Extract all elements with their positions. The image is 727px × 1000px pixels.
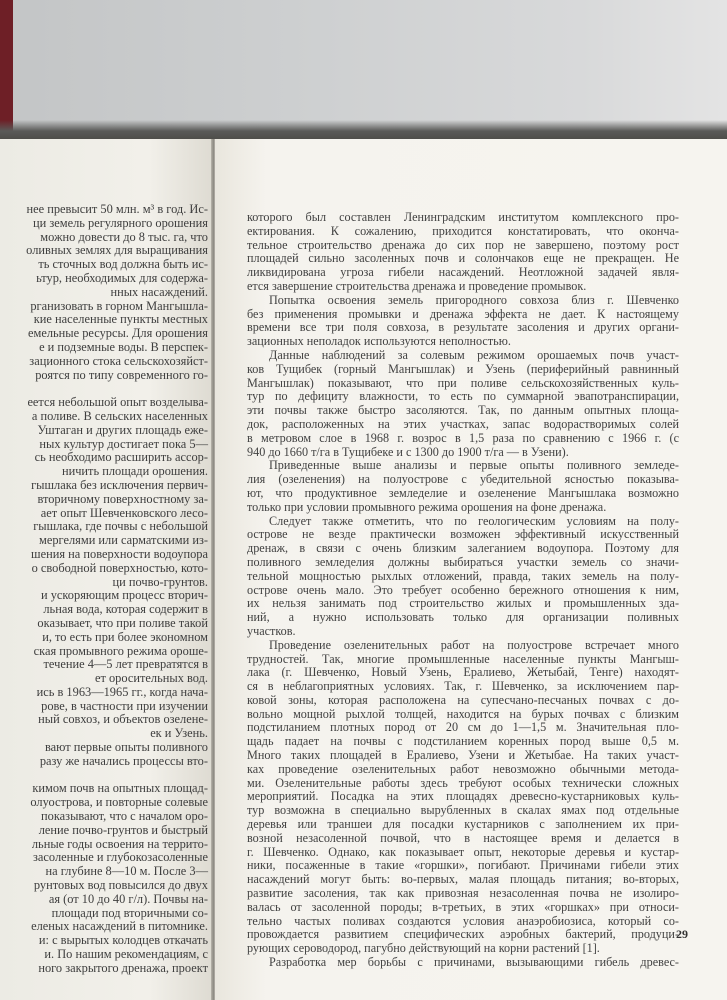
text-line: подстиланием плотных пород от 20 см до 1—1,5 м. Значительная пло- bbox=[247, 720, 679, 735]
text-line: поливного земледелия должны выбираться участки земель со значи- bbox=[247, 554, 679, 569]
text-line: кие населенные пункты местных bbox=[33, 312, 208, 327]
text-line: гышлака без исключения первич- bbox=[31, 477, 208, 492]
text-line: ках проведение озеленительных работ невозможно обычными метода- bbox=[247, 761, 679, 776]
text-line: лака (г. Шевченко, Новый Узень, Ералиево, Жетыбай, Тенге) находят- bbox=[247, 665, 679, 680]
text-line: ление почво-грунтов и быстрый bbox=[38, 822, 208, 837]
text-line: ьтур, необходимых для содержа- bbox=[36, 270, 208, 285]
text-line: участков. bbox=[247, 623, 296, 638]
text-line: зационного стока сельскохозяйст- bbox=[29, 353, 208, 368]
text-line: ци почво-грунтов. bbox=[112, 574, 208, 589]
text-line: щадь падает на почвы с подстиланием коренных пород выше 0,5 м. bbox=[247, 734, 679, 749]
text-line: течение 4—5 лет превратятся в bbox=[43, 657, 208, 672]
left-page-text bbox=[0, 203, 208, 976]
text-line: провождается развитием специфических аэробных бактерий, продуци- bbox=[247, 927, 679, 942]
text-line: еется небольшой опыт возделыва- bbox=[27, 395, 208, 410]
page-top-shadow bbox=[0, 120, 727, 140]
text-line: Следует также отметить, что по геологическим условиям на полу- bbox=[269, 513, 679, 528]
text-line: е и подземные воды. В перспек- bbox=[39, 339, 208, 354]
text-line: льные годы освоения на террито- bbox=[31, 836, 208, 851]
text-line: острове очень мало. Это требует особенно бережного отношения к ним, bbox=[247, 582, 679, 597]
text-line: и: с вырытых колодцев откачать bbox=[38, 933, 208, 948]
text-line: мероприятий. Посадка на этих площадях древесно-кустарниковых куль- bbox=[247, 789, 679, 804]
text-line: и ускоряющим процесс вторич- bbox=[40, 588, 208, 603]
text-line: ек и Узень. bbox=[150, 726, 208, 741]
text-line: тельной мощностью рыхлых отложений, правда, таких земель на полу- bbox=[247, 568, 679, 583]
text-line: Проведение озеленительных работ на полуострове встречает много bbox=[269, 637, 679, 652]
text-line: Много таких площадей в Ералиево, Узени и Жетыбае. На таких участ- bbox=[247, 748, 679, 763]
text-line: льная вода, которая содержит в bbox=[43, 602, 208, 617]
right-page bbox=[215, 139, 727, 1000]
text-line: нее превысит 50 млн. м³ в год. Ис- bbox=[26, 202, 208, 216]
text-line: ектирования. К сожалению, приходится констатировать, что оконча- bbox=[247, 223, 679, 238]
text-line: развитие засоления, так как привозная незасоленная почва не изолиро- bbox=[247, 886, 679, 901]
text-line: рове, в частности при изучении bbox=[41, 698, 208, 713]
text-line: ных культур достигает пока 5— bbox=[39, 436, 208, 451]
text-line: роятся по типу современного го- bbox=[35, 367, 208, 382]
text-line: ковой зоны, которая расположена на супесчано-песчаных почвах с до- bbox=[247, 692, 679, 707]
paragraph bbox=[247, 459, 679, 514]
text-line: Приведенные выше анализы и первые опыты поливного земледе- bbox=[269, 458, 679, 473]
text-line: времени все три поля совхоза, в результате засоления и других органи- bbox=[247, 320, 679, 335]
text-line: рующих сероводород, пагубно действующий на корни растений [1]. bbox=[247, 941, 600, 956]
text-line: Уштаган и других площадь еже- bbox=[37, 422, 208, 437]
paragraph bbox=[247, 294, 679, 349]
text-line: вторичному поверхностному за- bbox=[37, 491, 208, 506]
text-line: валась от засоленной породы; в-третьих, в этих «горшках» при относи- bbox=[247, 899, 679, 914]
text-line: только при условии промывного режима орошения на фоне дренажа. bbox=[247, 499, 607, 514]
paragraph bbox=[247, 515, 679, 639]
text-line: дренаж, в связи с очень близким залеганием водоупора. Поэтому для bbox=[247, 541, 679, 556]
text-line: рунтовых вод повысился до двух bbox=[33, 878, 208, 893]
text-line: олуострова, и повторные солевые bbox=[30, 795, 208, 810]
text-line: ликвидирована угроза гибели насаждений. Неотложной задачей явля- bbox=[247, 265, 679, 280]
text-line: вают первые опыты поливного bbox=[44, 740, 208, 755]
text-line: насаждений могут быть: во-первых, малая площадь питания; во-вторых, bbox=[247, 872, 679, 887]
text-line: ци земель регулярного орошения bbox=[32, 215, 208, 230]
text-line: док, расположенных на этих участках, запас водорастворимых солей bbox=[247, 416, 679, 431]
text-line: о свободной поверхностью, кото- bbox=[31, 560, 208, 575]
text-line: площади под вторичными со- bbox=[51, 905, 208, 920]
right-page-text bbox=[247, 211, 679, 970]
text-line: и. По нашим рекомендациям, с bbox=[44, 947, 208, 962]
text-line: которого был составлен Ленинградским институтом комплексного про- bbox=[247, 210, 679, 224]
text-line: эти почвы также быстро засоляются. Так, по данным опытных площа- bbox=[247, 403, 679, 418]
paragraph bbox=[247, 956, 679, 970]
text-line: Мангышлак) показывают, что при поливе сельскохозяйственных куль- bbox=[247, 375, 679, 390]
text-line: ись в 1963—1965 гг., когда нача- bbox=[36, 684, 208, 699]
text-line: оказывает, что при поливе такой bbox=[37, 615, 208, 630]
text-line: ков Тущибек (горный Мангышлак) и Узень (периферийный равнинный bbox=[247, 361, 679, 376]
scanner-background bbox=[0, 0, 727, 132]
text-line: 940 до 1660 т/га в Тущибеке и с 1300 до 1900 т/га — в Узени). bbox=[247, 444, 569, 459]
text-line: тур возможна в специально вырубленных в скалах ямах под отдельные bbox=[247, 803, 679, 818]
text-line: ничить площади орошения. bbox=[61, 464, 208, 479]
text-line: возной незасоленной почвой, что в настоящее время и делается в bbox=[247, 830, 679, 845]
text-line: в метровом слое в 1968 г. возрос в 1,5 раза по сравнению с 1966 г. (с bbox=[247, 430, 679, 445]
text-line: лия (озеленения) на полуострове с убедительной ясностью показыва- bbox=[247, 472, 679, 487]
text-line: без применения промывки и дренажа эффекта не дает. К настоящему bbox=[247, 306, 679, 321]
page-number: 29 bbox=[676, 927, 688, 941]
text-line: мергелями или сарматскими из- bbox=[39, 533, 208, 548]
text-line: нных насаждений. bbox=[110, 284, 208, 299]
text-line: и, то есть при более экономном bbox=[42, 629, 208, 644]
text-line: рганизовать в горном Мангышла- bbox=[30, 298, 208, 313]
text-line: вольно мощной рыхлой толщей, находится на бурых почвах с близким bbox=[247, 706, 679, 721]
paragraph bbox=[247, 639, 679, 956]
text-line: ний, а нужно использовать только для организации поливных bbox=[247, 610, 679, 625]
text-line: ники, посаженные в такие «горшки», погибают. Причинами гибели этих bbox=[247, 858, 679, 873]
text-line: тур по дефициту влажности, то есть по суммарной эвапотранспирации, bbox=[247, 389, 679, 404]
text-line: острове не везде практически возможен эффективный искусственный bbox=[247, 527, 679, 542]
text-line bbox=[0, 382, 208, 396]
text-line: Данные наблюдений за солевым режимом орошаемых почв участ- bbox=[269, 347, 679, 362]
text-line: гышлака, где почвы с небольшой bbox=[33, 519, 208, 534]
text-line: их нельзя занимать под строительство жилых и промышленных зда- bbox=[247, 596, 679, 611]
text-line: еленых насаждений в питомнике. bbox=[31, 919, 208, 934]
text-line: площадей сильно засоленных почв и солончаков еще не прекращен. Не bbox=[247, 251, 679, 266]
text-line: ть сточных вод должна быть ис- bbox=[38, 257, 208, 272]
text-line: на глубине 8—10 м. После 3— bbox=[45, 864, 208, 879]
text-line: а поливе. В сельских населенных bbox=[31, 408, 208, 423]
text-line: зационных неполадок используются неполностью. bbox=[247, 334, 511, 349]
text-line: ет оросительных вод. bbox=[94, 671, 208, 686]
text-line: оливных землях для выращивания bbox=[26, 243, 208, 258]
text-line: ми. Озеленительные работы здесь требуют особых технически сложных bbox=[247, 775, 679, 790]
text-line: Разработка мер борьбы с причинами, вызывающими гибель древес- bbox=[269, 955, 679, 970]
text-line: ный совхоз, и объектов озелене- bbox=[38, 712, 208, 727]
text-line: тельно частых поливах создаются условия анаэробиозиса, который со- bbox=[247, 913, 679, 928]
paragraph bbox=[247, 211, 679, 294]
text-line: кимом почв на опытных площад- bbox=[32, 781, 208, 796]
text-line: сь необходимо расширить ассор- bbox=[34, 450, 208, 465]
left-page bbox=[0, 139, 212, 1000]
text-line: ют, что продуктивное земледелие и озеленение Мангышлака возможно bbox=[247, 485, 679, 500]
paragraph bbox=[247, 349, 679, 459]
text-line: ного закрытого дренажа, проект bbox=[38, 960, 208, 975]
text-line: шения на поверхности водоупора bbox=[31, 546, 208, 561]
text-line: тельное строительство дренажа до сих пор не завершено, поэтому рост bbox=[247, 237, 679, 252]
text-line: ская промывного режима ороше- bbox=[33, 643, 208, 658]
text-line: емельные ресурсы. Для орошения bbox=[28, 326, 208, 341]
text-line: показывают, что с началом оро- bbox=[41, 809, 208, 824]
text-line: г. Шевченко. Однако, как показывает опыт, некоторые деревья и кустар- bbox=[247, 844, 679, 859]
text-line: можно довести до 8 тыс. га, что bbox=[40, 229, 208, 244]
text-line: ает опыт Шевченковского лесо- bbox=[40, 505, 208, 520]
book-cover-edge bbox=[0, 0, 13, 137]
text-line bbox=[0, 769, 208, 783]
text-line: разу же начались процессы вто- bbox=[39, 753, 208, 768]
text-line: ая (от 10 до 40 г/л). Почвы на- bbox=[48, 891, 208, 906]
text-line: засоленные и глубокозасоленные bbox=[33, 850, 208, 865]
text-line: ется завершение строительства дренажа и проведение промывок. bbox=[247, 278, 587, 293]
text-line: ся в неблагоприятных условиях. Так, г. Шевченко, за исключением пар- bbox=[247, 679, 679, 694]
text-line: Попытка освоения земель пригородного совхоза близ г. Шевченко bbox=[269, 292, 679, 307]
text-line: деревья или траншеи для посадки кустарников с заполнением их при- bbox=[247, 817, 679, 832]
text-line: трудностей. Так, многие промышленные населенные пункты Мангыш- bbox=[247, 651, 679, 666]
